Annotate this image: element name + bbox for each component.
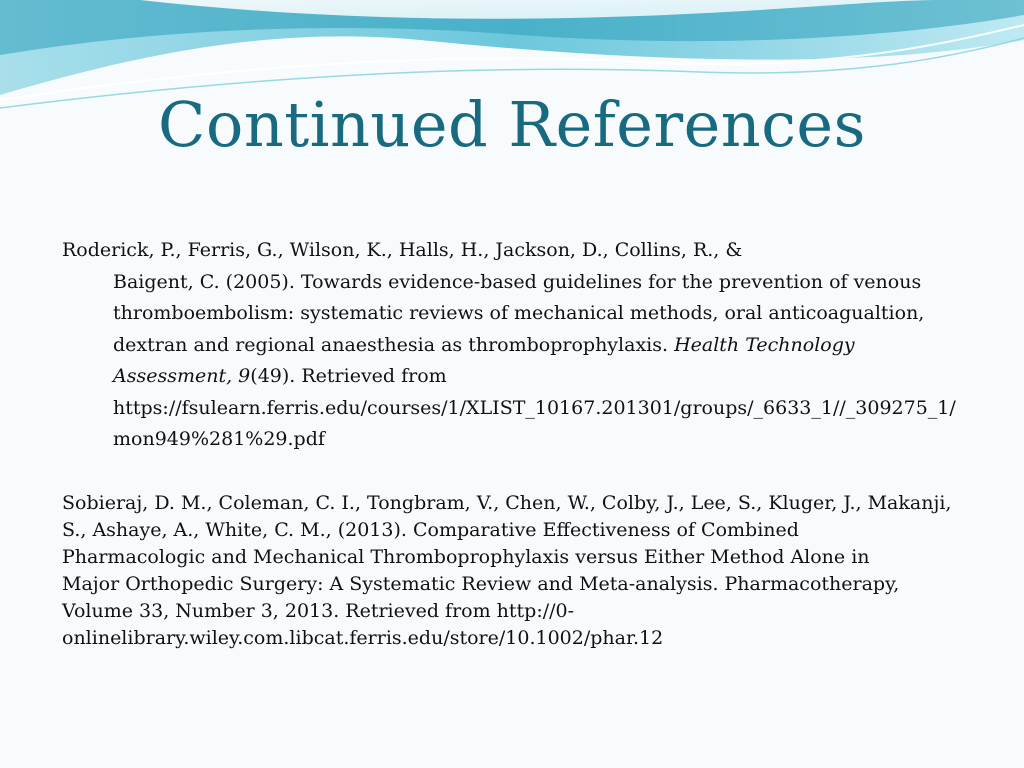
- reference-line: Major Orthopedic Surgery: A Systematic Review and Meta-analysis. Pharmacotherapy,: [62, 573, 900, 595]
- reference-entry-roderick: [62, 235, 972, 456]
- journal-title: Health Technology: [674, 333, 855, 356]
- reference-line: [113, 361, 972, 393]
- reference-line: Sobieraj, D. M., Coleman, C. I., Tongbram, V., Chen, W., Colby, J., Lee, S., Kluger, J., Makanji,: [62, 492, 952, 514]
- journal-title-volume: Assessment, 9: [113, 365, 251, 387]
- slide-title: Continued References: [158, 88, 866, 161]
- reference-line: S., Ashaye, A., White, C. M., (2013). Comparative Effectiveness of Combined: [62, 519, 799, 541]
- reference-text: (49). Retrieved from: [250, 365, 447, 387]
- reference-line: Roderick, P., Ferris, G., Wilson, K., Halls, H., Jackson, D., Collins, R., &: [62, 239, 743, 261]
- reference-entry-sobieraj: [62, 490, 972, 652]
- reference-line: thromboembolism: systematic reviews of mechanical methods, oral anticoagualtion,: [113, 302, 925, 324]
- reference-url: onlinelibrary.wiley.com.libcat.ferris.edu/store/10.1002/phar.12: [62, 627, 664, 649]
- reference-line: [113, 330, 972, 362]
- reference-text: dextran and regional anaesthesia as thromboprophylaxis.: [113, 333, 669, 356]
- reference-line: Volume 33, Number 3, 2013. Retrieved from http://0-: [62, 600, 575, 622]
- reference-url: https://fsulearn.ferris.edu/courses/1/XLIST_10167.201301/groups/_6633_1//_309275_1/: [113, 396, 956, 419]
- reference-line: Baigent, C. (2005). Towards evidence-based guidelines for the prevention of venous: [113, 270, 922, 293]
- reference-line: Pharmacologic and Mechanical Thromboprophylaxis versus Either Method Alone in: [62, 546, 870, 568]
- reference-url: mon949%281%29.pdf: [113, 428, 325, 450]
